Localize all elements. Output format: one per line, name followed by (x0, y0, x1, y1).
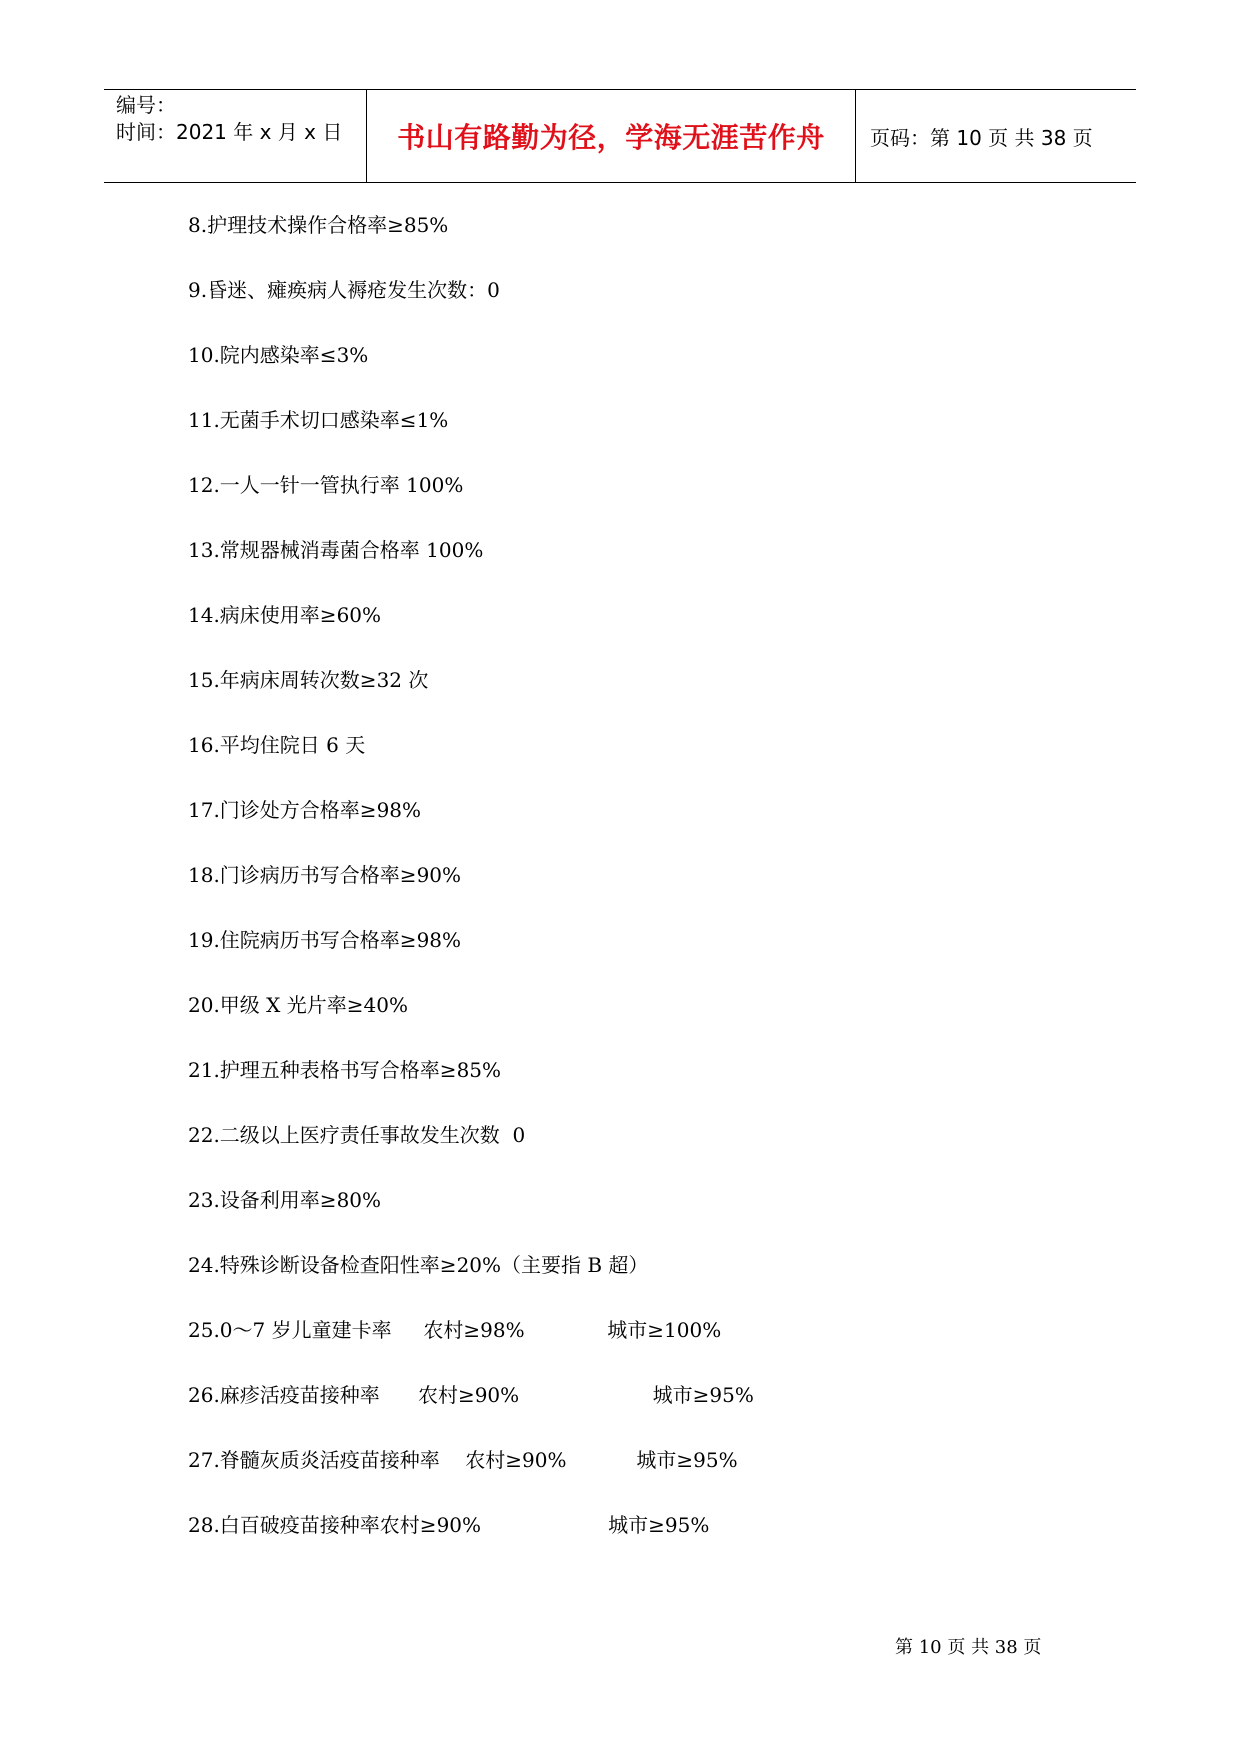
list-item: 19.住院病历书写合格率≥98% (188, 928, 462, 952)
list-item: 8.护理技术操作合格率≥85% (188, 213, 449, 237)
list-item: 28.白百破疫苗接种率农村≥90% 城市≥95% (188, 1513, 710, 1537)
list-item: 11.无菌手术切口感染率≤1% (188, 408, 449, 432)
header-page-info: 页码：第 10 页 共 38 页 (870, 125, 1093, 150)
page-footer: 第 10 页 共 38 页 (895, 1637, 1042, 1658)
list-item: 23.设备利用率≥80% (188, 1188, 382, 1212)
list-item: 17.门诊处方合格率≥98% (188, 798, 422, 822)
list-item: 26.麻疹活疫苗接种率 农村≥90% 城市≥95% (188, 1383, 754, 1407)
header-motto: 书山有路勤为径，学海无涯苦作舟 (367, 90, 856, 182)
page-header (104, 89, 1136, 183)
list-item: 15.年病床周转次数≥32 次 (188, 668, 429, 692)
list-item: 9.昏迷、瘫痪病人褥疮发生次数：0 (188, 278, 500, 302)
list-item: 25.0～7 岁儿童建卡率 农村≥98% 城市≥100% (188, 1318, 722, 1342)
indicator-list (188, 210, 754, 1575)
list-item: 22.二级以上医疗责任事故发生次数 0 (188, 1123, 526, 1147)
list-item: 13.常规器械消毒菌合格率 100% (188, 538, 484, 562)
list-item: 24.特殊诊断设备检查阳性率≥20%（主要指 B 超） (188, 1253, 649, 1277)
list-item: 14.病床使用率≥60% (188, 603, 382, 627)
list-item: 10.院内感染率≤3% (188, 343, 369, 367)
list-item: 12.一人一针一管执行率 100% (188, 473, 464, 497)
list-item: 16.平均住院日 6 天 (188, 733, 366, 757)
header-meta (104, 90, 367, 182)
list-item: 21.护理五种表格书写合格率≥85% (188, 1058, 502, 1082)
doc-number-label: 编号： (116, 93, 176, 117)
list-item: 18.门诊病历书写合格率≥90% (188, 863, 462, 887)
list-item: 27.脊髓灰质炎活疫苗接种率 农村≥90% 城市≥95% (188, 1448, 738, 1472)
list-item: 20.甲级 X 光片率≥40% (188, 993, 408, 1017)
time-label: 时间：2021 年 x 月 x 日 (116, 120, 343, 144)
